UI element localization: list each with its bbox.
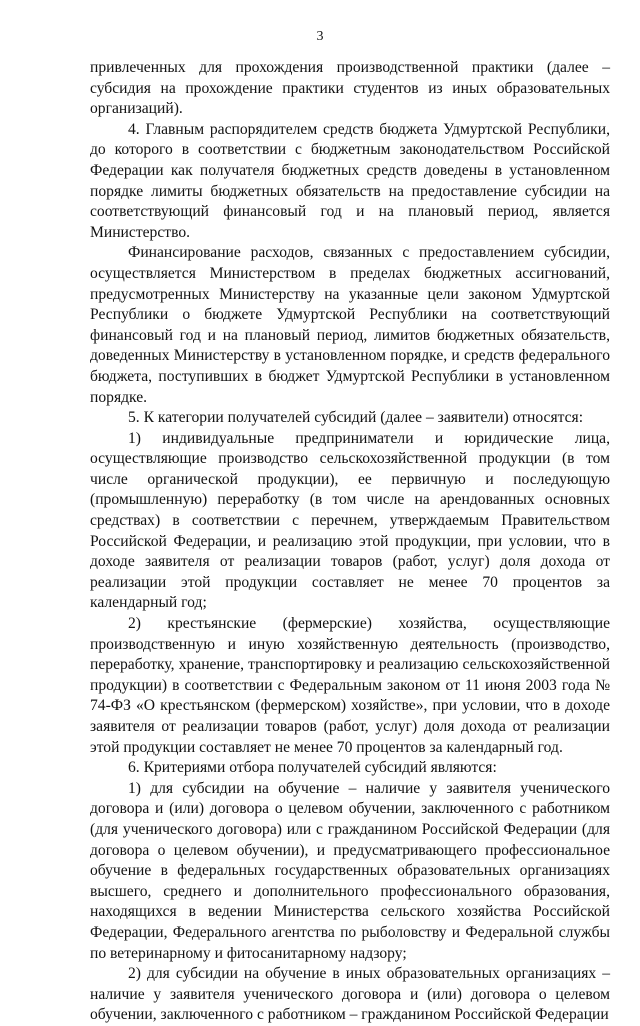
document-body	[90, 58, 610, 1026]
paragraph-item-6-1: 1) для субсидии на обучение – наличие у заявителя ученического договора и (или) договора о целевом обучении, заключенного с работником (для ученического договора) или с гражданином Российской Федерации (для договора о целевом обучении), и предусматривающего профессиональное обучение в федеральных государственных образовательных организациях высшего, среднего и дополнительного профессионального образования, находящихся в ведении Министерства сельского хозяйства Российской Федерации, Федерального агентства по рыболовству и Федеральной службы по ветеринарному и фитосанитарному надзору;	[90, 779, 610, 962]
paragraph-financing: Финансирование расходов, связанных с предоставлением субсидии, осуществляется Министерством в пределах бюджетных ассигнований, предусмотренных Министерству на указанные цели законом Удмуртской Республики о бюджете Удмуртской Республики на соответствующий финансовый год и на плановый период, лимитов бюджетных обязательств, доведенных Министерству в установленном порядке, и средств федерального бюджета, поступивших в бюджет Удмуртской Республики в установленном порядке.	[90, 244, 610, 406]
paragraph-item-4: 4. Главным распорядителем средств бюджета Удмуртской Республики, до которого в соответствии с бюджетным законодательством Российской Федерации как получателя бюджетных средств доведены в установленном порядке лимиты бюджетных обязательств на предоставление субсидии на соответствующий финансовый год и на плановый период, является Министерство.	[90, 120, 610, 241]
paragraph-item-5: 5. К категории получателей субсидий (далее – заявители) относятся:	[128, 409, 584, 427]
paragraph-item-5-2: 2) крестьянские (фермерские) хозяйства, осуществляющие производственную и иную хозяйственную деятельность (производство, переработку, хранение, транспортировку и реализацию сельскохозяйственной продукции) в соответствии с Федеральным законом от 11 июня 2003 года № 74-ФЗ «О крестьянском (фермерском) хозяйстве», при условии, что в доходе заявителя от реализации товаров (работ, услуг) доля дохода от реализации этой продукции составляет не менее 70 процентов за календарный год.	[90, 615, 610, 756]
paragraph-item-6: 6. Критериями отбора получателей субсидий являются:	[128, 759, 497, 777]
paragraph-continuation: привлеченных для прохождения производственной практики (далее – субсидия на прохождение практики студентов из иных образовательных организаций).	[90, 59, 610, 118]
paragraph-item-5-1: 1) индивидуальные предприниматели и юридические лица, осуществляющие производство сельскохозяйственной продукции (в том числе органической продукции), ее первичную и последующую (промышленную) переработку (в том числе на арендованных основных средствах) в соответствии с перечнем, утверждаемым Правительством Российской Федерации, и реализацию этой продукции, при условии, что в доходе заявителя от реализации товаров (работ, услуг) доля дохода от реализации этой продукции составляет не менее 70 процентов за календарный год;	[90, 429, 610, 612]
page-number: 3	[316, 29, 324, 44]
paragraph-item-6-2: 2) для субсидии на обучение в иных образовательных организациях – наличие у заявителя ученического договора и (или) договора о целевом обучении, заключенного с работником – гражданином Российской Федерации	[90, 965, 610, 1024]
